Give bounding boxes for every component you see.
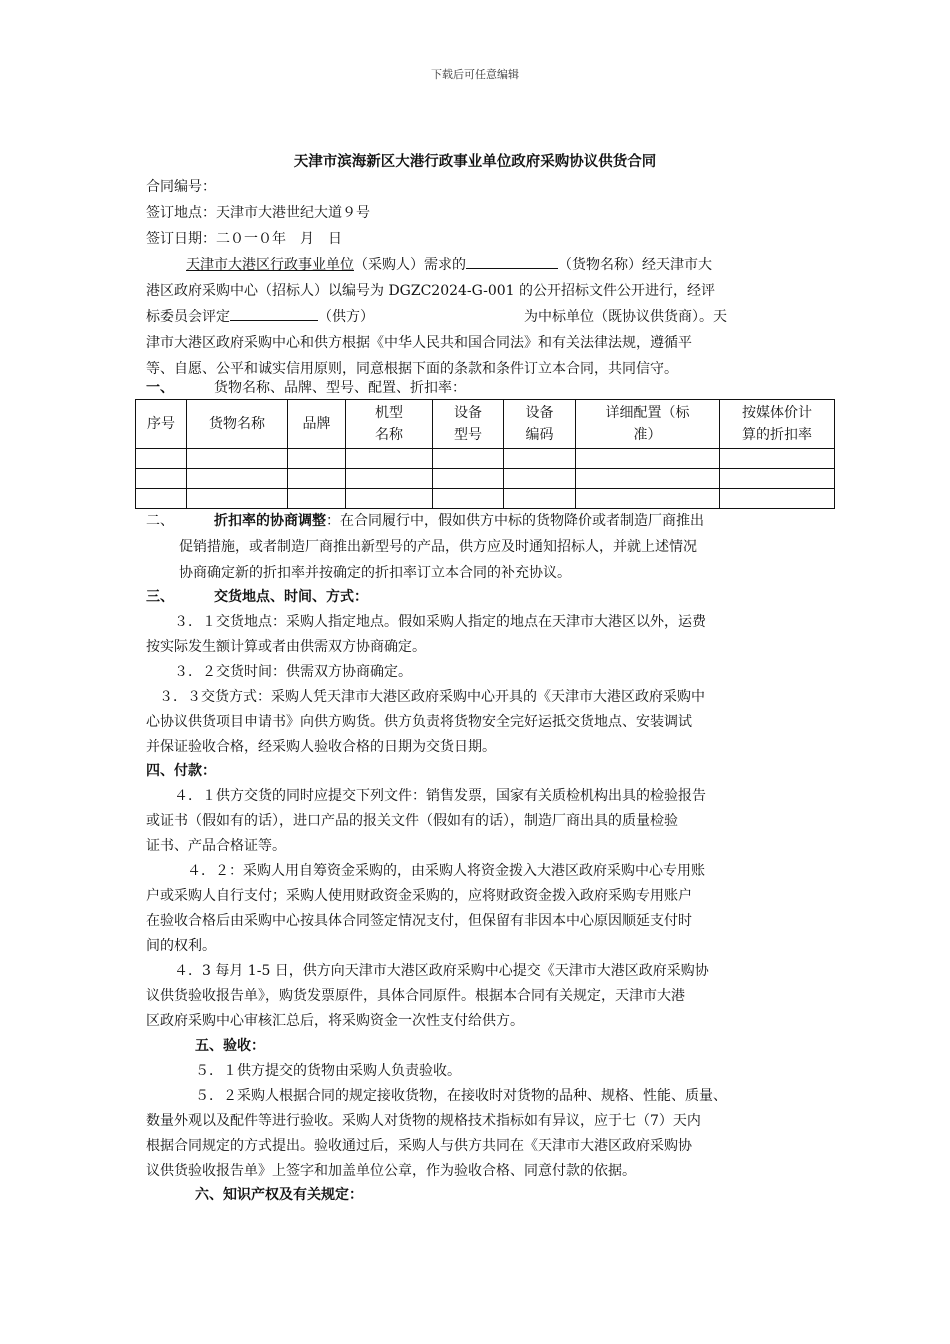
section-3-title: 交货地点、时间、方式：	[214, 589, 368, 605]
table-header-row	[136, 400, 835, 449]
section-1-number: 一、	[146, 380, 174, 396]
section-3-number: 三、	[146, 589, 174, 605]
intro-line-5: 等、自愿、公平和诚实信用原则，同意根据下面的条款和条件订立本合同，共同信守。	[146, 361, 678, 377]
section-1-heading	[146, 375, 814, 401]
intro-line-3	[146, 304, 814, 330]
clause-4-2-line-1: ４．２：采购人用自筹资金采购的，由采购人将资金拨入大港区政府采购中心专用账	[187, 863, 705, 879]
header-index: 序号	[136, 400, 187, 449]
clause-3-1-line-1: ３．１交货地点：采购人指定地点。假如采购人指定的地点在天津市大港区以外，运费	[174, 614, 706, 630]
intro-line-1	[146, 252, 814, 278]
section-5-heading: 五、验收：	[195, 1038, 265, 1054]
intro-line-4: 津市大港区政府采购中心和供方根据《中华人民共和国合同法》和有关法律法规，遵循平	[146, 335, 692, 351]
intro-line-3-start: 标委员会评定	[146, 309, 230, 325]
section-2-title: 折扣率的协商调整	[214, 513, 326, 529]
goods-role: （货物名称）经天津市大	[558, 257, 712, 273]
clause-4-2-line-3: 在验收合格后由采购中心按具体合同签定情况支付，但保留有非因本中心原因顺延支付时	[146, 913, 692, 929]
goods-table	[135, 399, 835, 509]
section-2-number: 二、	[146, 513, 174, 529]
header-model-name: 机型 名称	[346, 400, 433, 449]
header-brand: 品牌	[288, 400, 346, 449]
clause-3-2: ３．２交货时间：供需双方协商确定。	[174, 664, 412, 680]
clause-4-3-line-3: 区政府采购中心审核汇总后，将采购资金一次性支付给供方。	[146, 1013, 524, 1029]
clause-3-1-line-2: 按实际发生额计算或者由供需双方协商确定。	[146, 639, 426, 655]
clause-3-3-line-2: 心协议供货项目申请书》向供方购货。供方负责将货物安全完好运抵交货地点、安装调试	[146, 714, 692, 730]
buyer-name: 天津市大港区行政事业单位	[186, 257, 354, 273]
clause-4-1-line-1: ４．１供方交货的同时应提交下列文件：销售发票，国家有关质检机构出具的检验报告	[174, 788, 706, 804]
clause-4-1-line-3: 证书、产品合格证等。	[146, 838, 286, 854]
header-device-code: 设备 编码	[504, 400, 576, 449]
clause-5-2-line-3: 根据合同规定的方式提出。验收通过后，采购人与供方共同在《天津市大港区政府采购协	[146, 1138, 692, 1154]
clause-4-3-line-2: 议供货验收报告单》，购货发票原件，具体合同原件。根据本合同有关规定，天津市大港	[146, 988, 685, 1004]
sign-date: 签订日期：二０一０年 月 日	[146, 231, 342, 247]
clause-4-2-line-4: 间的权利。	[146, 938, 216, 954]
section-1-title: 货物名称、品牌、型号、配置、折扣率：	[214, 380, 466, 396]
document-title: 天津市滨海新区大港行政事业单位政府采购协议供货合同	[293, 153, 657, 170]
section-2-line-1: 二、 折扣率的协商调整：在合同履行中，假如供方中标的货物降价或者制造厂商推出	[146, 513, 704, 529]
section-2-line-3: 协商确定新的折扣率并按确定的折扣率订立本合同的补充协议。	[179, 565, 571, 581]
section-6-heading: 六、知识产权及有关规定：	[195, 1187, 363, 1203]
clause-5-2-line-2: 数量外观以及配件等进行验收。采购人对货物的规格技术指标如有异议，应于七（7）天内	[146, 1113, 701, 1129]
header-goods-name: 货物名称	[187, 400, 288, 449]
clause-5-2-line-4: 议供货验收报告单》上签字和加盖单位公章，作为验收合格、同意付款的依据。	[146, 1163, 636, 1179]
section-2-line-2: 促销措施，或者制造厂商推出新型号的产品，供方应及时通知招标人，并就上述情况	[179, 539, 697, 555]
header-device-type: 设备 型号	[433, 400, 504, 449]
intro-line-3-end: 为中标单位（既协议供货商）。天	[524, 309, 727, 325]
header-note: 下载后可任意编辑	[431, 68, 519, 81]
section-3-heading	[146, 584, 814, 610]
contract-number: 合同编号：	[146, 179, 216, 195]
header-discount: 按媒体价计 算的折扣率	[720, 400, 835, 449]
clause-3-3-line-3: 并保证验收合格，经采购人验收合格的日期为交货日期。	[146, 739, 496, 755]
header-config: 详细配置（标 准）	[576, 400, 720, 449]
section-4-heading: 四、付款：	[146, 763, 216, 779]
supplier-blank	[230, 305, 318, 321]
clause-4-2-line-2: 户或采购人自行支付；采购人使用财政资金采购的，应将财政资金拨入政府采购专用账户	[146, 888, 692, 904]
clause-5-2-line-1: ５．２采购人根据合同的规定接收货物，在接收时对货物的品种、规格、性能、质量、	[195, 1088, 727, 1104]
table-row	[136, 449, 835, 469]
clause-3-3-line-1: ３．３交货方式：采购人凭天津市大港区政府采购中心开具的《天津市大港区政府采购中	[159, 689, 705, 705]
supplier-role: （供方）	[318, 309, 374, 325]
sign-place: 签订地点：天津市大港世纪大道９号	[146, 205, 370, 221]
goods-name-blank	[466, 253, 558, 269]
buyer-role: （采购人）需求的	[354, 257, 466, 273]
clause-4-1-line-2: 或证书（假如有的话），进口产品的报关文件（假如有的话），制造厂商出具的质量检验	[146, 813, 678, 829]
clause-5-1: ５．１供方提交的货物由采购人负责验收。	[195, 1063, 461, 1079]
clause-4-3-line-1: ４．3 每月 1-5 日，供方向天津市大港区政府采购中心提交《天津市大港区政府采购协	[174, 963, 709, 979]
table-row	[136, 489, 835, 509]
intro-line-2: 港区政府采购中心（招标人）以编号为 DGZC2024-G-001 的公开招标文件公开进行，经评	[146, 283, 716, 299]
table-row	[136, 469, 835, 489]
